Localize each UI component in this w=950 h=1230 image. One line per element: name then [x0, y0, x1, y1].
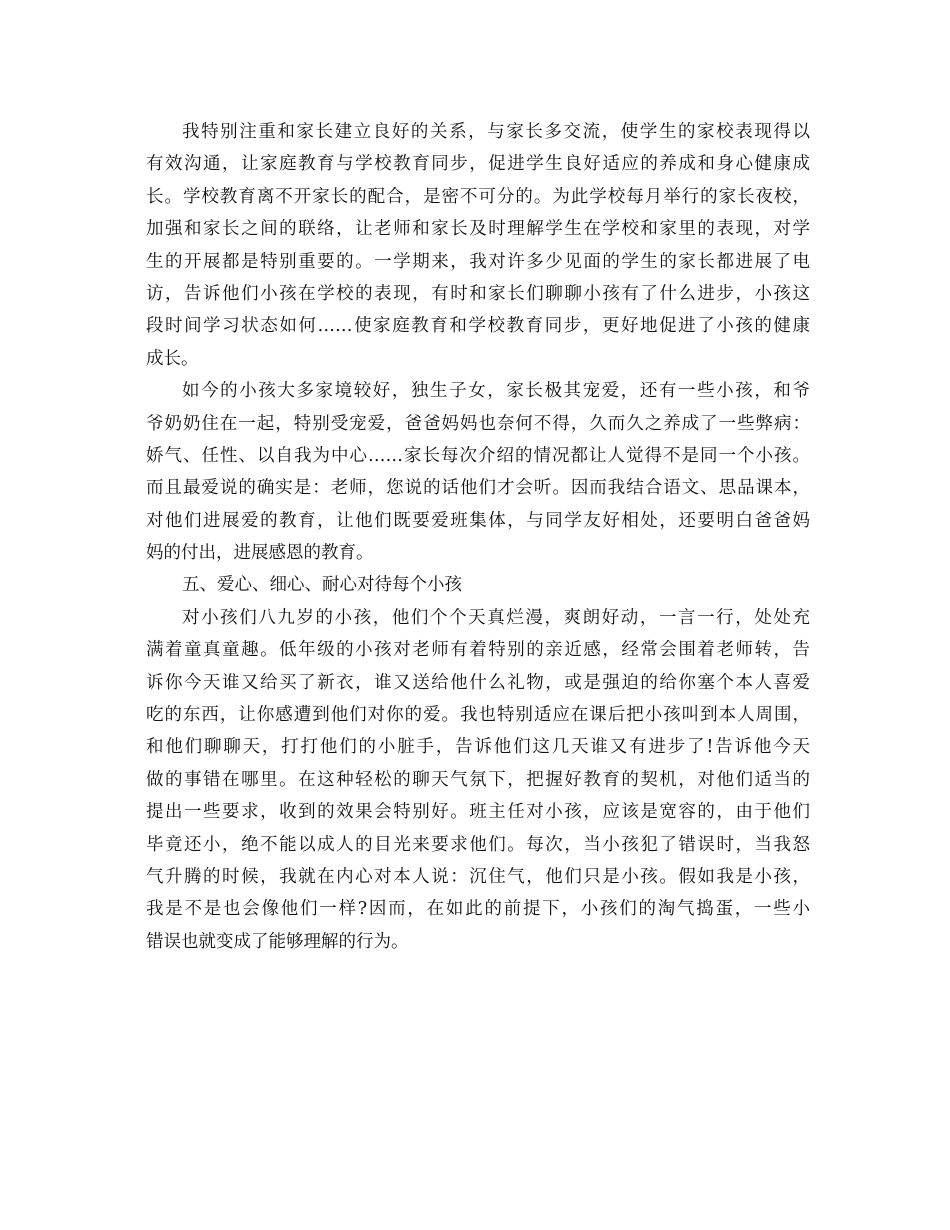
text-line: 生的开展都是特别重要的。一学期来，我对许多少见面的学生的家长都进展了电 [146, 251, 810, 272]
text-line: 五、爱心、细心、耐心对待每个小孩 [182, 575, 462, 596]
text-line: 娇气、任性、以自我为中心……家长每次介绍的情况都让人觉得不是同一个小孩。 [146, 445, 810, 466]
text-line: 满着童真童趣。低年级的小孩对老师有着特别的亲近感，经常会围着老师转，告 [146, 640, 810, 661]
text-line: 妈的付出，进展感恩的教育。 [146, 543, 374, 564]
text-line: 加强和家长之间的联络，让老师和家长及时理解学生在学校和家里的表现，对学 [146, 219, 810, 240]
text-line: 提出一些要求，收到的效果会特别好。班主任对小孩，应该是宽容的，由于他们 [146, 802, 810, 823]
text-line: 段时间学习状态如何……使家庭教育和学校教育同步，更好地促进了小孩的健康 [146, 316, 810, 337]
text-line: 如今的小孩大多家境较好，独生子女，家长极其宠爱，还有一些小孩，和爷 [182, 381, 810, 402]
text-line: 和他们聊聊天，打打他们的小脏手，告诉他们这几天谁又有进步了!告诉他今天 [146, 737, 810, 758]
text-line: 我是不是也会像他们一样?因而，在如此的前提下，小孩们的淘气捣蛋，一些小 [146, 899, 810, 920]
text-line: 爷奶奶住在一起，特别受宠爱，爸爸妈妈也奈何不得，久而久之养成了一些弊病： [146, 413, 810, 434]
text-line: 有效沟通，让家庭教育与学校教育同步，促进学生良好适应的养成和身心健康成 [146, 154, 810, 175]
text-line: 我特别注重和家长建立良好的关系，与家长多交流，使学生的家校表现得以 [182, 122, 810, 142]
text-line: 访，告诉他们小孩在学校的表现，有时和家长们聊聊小孩有了什么进步，小孩这 [146, 283, 810, 304]
text-line: 对小孩们八九岁的小孩，他们个个天真烂漫，爽朗好动，一言一行，处处充 [182, 607, 810, 628]
text-line: 而且最爱说的确实是：老师，您说的话他们才会听。因而我结合语文、思品课本， [146, 478, 810, 499]
text-line: 错误也就变成了能够理解的行为。 [146, 931, 409, 952]
text-line: 成长。 [146, 348, 199, 369]
document-body [146, 116, 810, 958]
text-line: 毕竟还小，绝不能以成人的目光来要求他们。每次，当小孩犯了错误时，当我怒 [146, 834, 810, 855]
text-line: 气升腾的时候，我就在内心对本人说：沉住气，他们只是小孩。假如我是小孩， [146, 866, 810, 887]
text-line: 吃的东西，让你感遭到他们对你的爱。我也特别适应在课后把小孩叫到本人周围， [146, 705, 810, 726]
text-line: 对他们进展爱的教育，让他们既要爱班集体，与同学友好相处，还要明白爸爸妈 [146, 510, 810, 531]
text-line: 长。学校教育离不开家长的配合，是密不可分的。为此学校每月举行的家长夜校， [146, 186, 810, 207]
text-line: 做的事错在哪里。在这种轻松的聊天气氛下，把握好教育的契机，对他们适当的 [146, 769, 810, 790]
text-line: 诉你今天谁又给买了新衣，谁又送给他什么礼物，或是强迫的给你塞个本人喜爱 [146, 672, 810, 693]
